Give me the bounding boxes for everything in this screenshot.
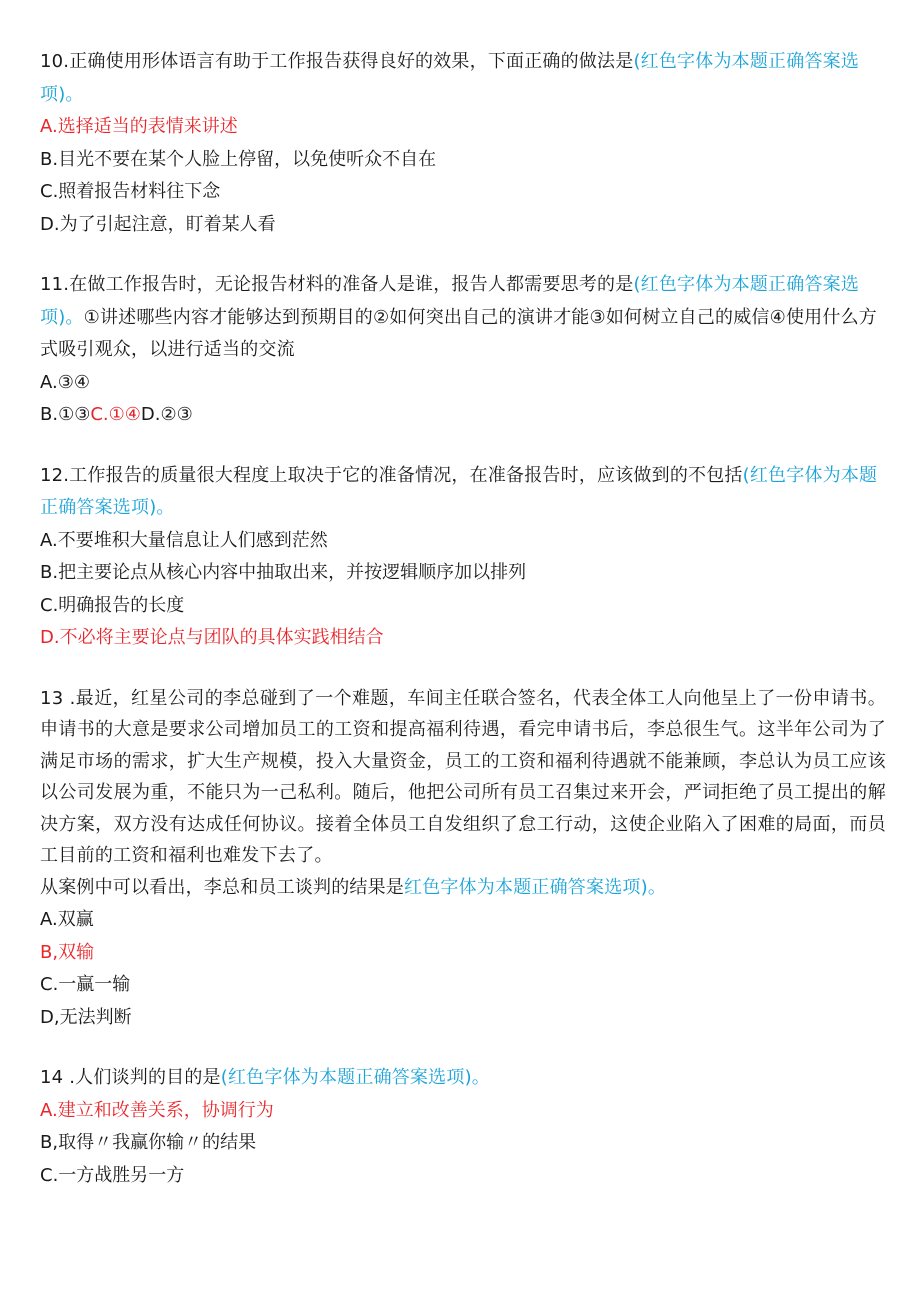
question-11-option-b: B.①③ <box>40 404 91 425</box>
question-11-stem <box>40 269 886 367</box>
question-12-stem <box>40 460 886 525</box>
question-14-stem <box>40 1062 886 1095</box>
question-list <box>40 46 886 1222</box>
question-11-stem-text: 11.在做工作报告时，无论报告材料的准备人是谁，报告人都需要思考的是 <box>40 274 634 295</box>
question-10 <box>40 46 886 241</box>
question-11-options-row <box>40 399 886 432</box>
question-13-case-text: 13 .最近，红星公司的李总碰到了一个难题，车间主任联合签名，代表全体工人向他呈上了一份申请书。申请书的大意是要求公司增加员工的工资和提高福利待遇，看完申请书后，李总很生气。这半年公司为了满足市场的需求，扩大生产规模，投入大量资金，员工的工资和福利待遇就不能兼顾，李总认为员工应该以公司发展为重，不能只为一己私利。随后，他把公司所有员工召集过来开会，严词拒绝了员工提出的解决方案，双方没有达成任何协议。接着全体员工自发组织了怠工行动，这使企业陷入了困难的局面，而员工目前的工资和福利也难发下去了。 <box>40 687 886 866</box>
question-10-option-c: C.照着报告材料往下念 <box>40 181 221 202</box>
question-13-stem <box>40 872 886 905</box>
question-12-stem-text: 12.工作报告的质量很大程度上取决于它的准备情况，在准备报告时，应该做到的不包括 <box>40 464 743 486</box>
question-12-option-b: B.把主要论点从核心内容中抽取出来，并按逻辑顺序加以排列 <box>40 562 527 583</box>
question-11-option-c: C.①④ <box>90 404 141 425</box>
question-10-option-a: A.选择适当的表情来讲述 <box>40 116 238 137</box>
question-13-option-d: D,无法判断 <box>40 1006 132 1028</box>
question-11-option-a: A.③④ <box>40 371 90 393</box>
question-10-stem-text: 10.正确使用形体语言有助于工作报告获得良好的效果，下面正确的做法是 <box>40 51 634 72</box>
question-12-option-c: C.明确报告的长度 <box>40 594 185 616</box>
question-11 <box>40 269 886 432</box>
question-14-answer-hint: (红色字体为本题正确答案选项)。 <box>220 1067 490 1088</box>
question-11-answer-hint: (红色字体为本题正确答案选项)。 <box>40 274 860 328</box>
question-13-stem-text: 从案例中可以看出，李总和员工谈判的结果是 <box>40 876 404 898</box>
question-13-option-b: B,双输 <box>40 941 95 963</box>
question-10-option-b: B.目光不要在某个人脸上停留，以免使听众不自在 <box>40 148 437 170</box>
question-10-stem <box>40 46 886 111</box>
question-11-stem-items: ①讲述哪些内容才能够达到预期目的②如何突出自己的演讲才能③如何树立自己的威信④使用什么方式吸引观众，以进行适当的交流 <box>40 306 877 360</box>
question-12-answer-hint: (红色字体为本题正确答案选项)。 <box>40 464 878 518</box>
question-13 <box>40 683 886 1035</box>
question-12 <box>40 460 886 655</box>
question-12-option-a: A.不要堆积大量信息让人们感到茫然 <box>40 529 328 551</box>
question-14-stem-text: 14 .人们谈判的目的是 <box>40 1067 221 1088</box>
question-11-option-d: D.②③ <box>140 404 193 425</box>
question-13-answer-hint: 红色字体为本题正确答案选项)。 <box>404 876 667 898</box>
question-14-option-b: B,取得〃我赢你输〃的结果 <box>40 1132 257 1153</box>
question-14-option-c: C.一方战胜另一方 <box>40 1164 185 1186</box>
question-12-option-d: D.不必将主要论点与团队的具体实践相结合 <box>40 627 384 648</box>
question-10-answer-hint: (红色字体为本题正确答案选项)。 <box>40 51 860 105</box>
question-14-option-a: A.建立和改善关系，协调行为 <box>40 1099 274 1121</box>
question-10-option-d: D.为了引起注意，盯着某人看 <box>40 213 276 235</box>
question-14 <box>40 1062 886 1192</box>
question-13-option-c: C.一赢一输 <box>40 974 131 995</box>
question-13-option-a: A.双赢 <box>40 909 94 930</box>
